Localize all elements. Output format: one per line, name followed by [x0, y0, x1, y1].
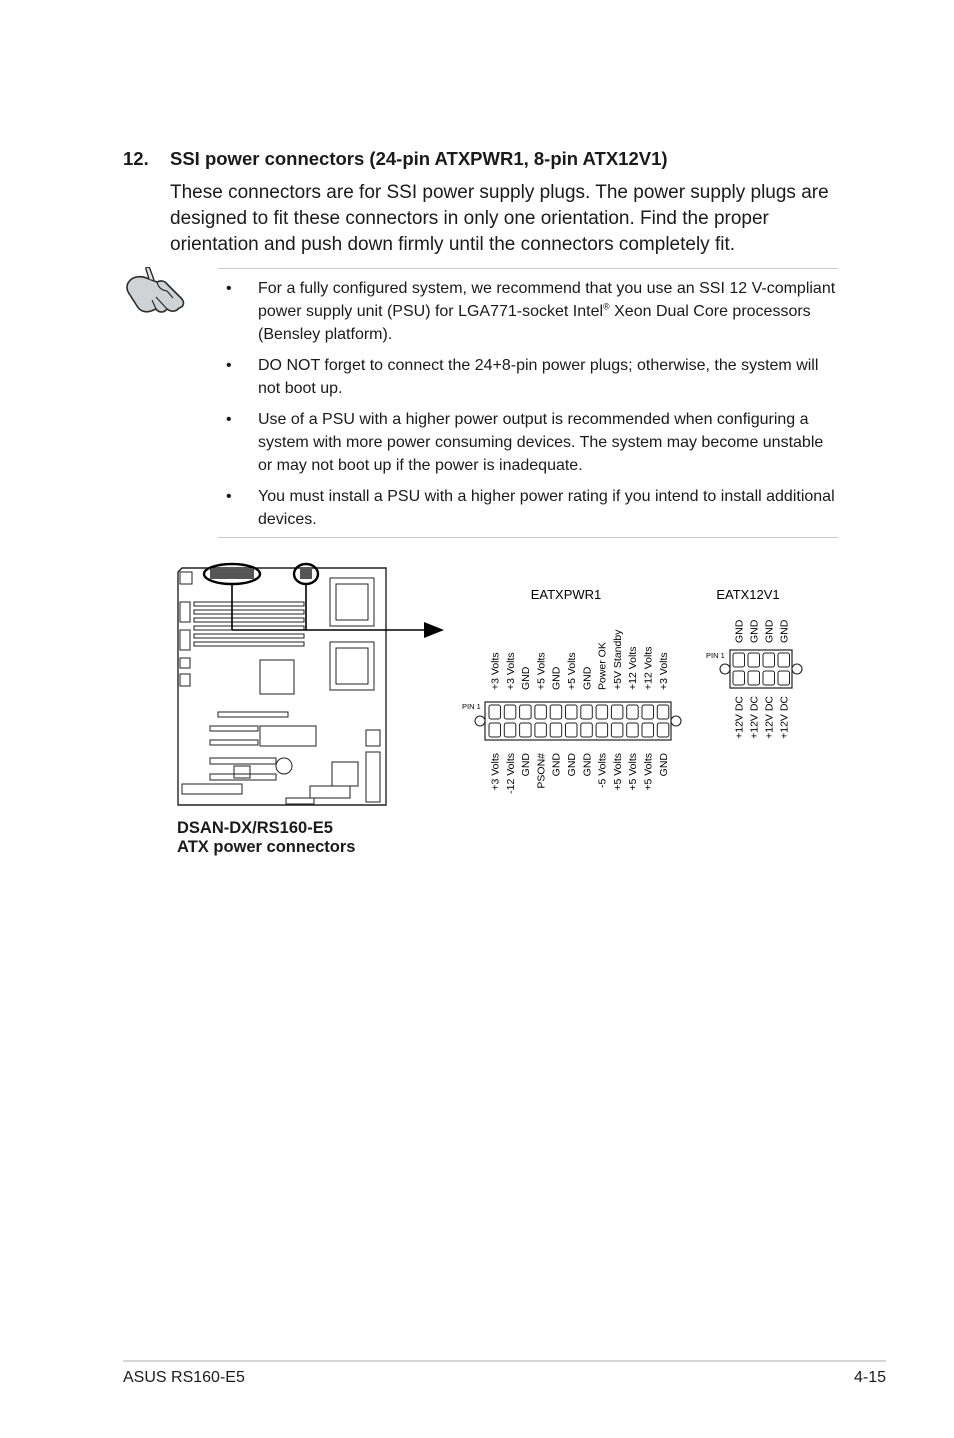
pin-label: +3 Volts — [657, 652, 670, 690]
note-item: • Use of a PSU with a higher power output is recommended when configuring a system with more power consuming devices. The system may become unstable or may not boot up if the power is inadequate. — [218, 408, 838, 477]
connector-pin — [611, 723, 623, 737]
pin-label: GND — [550, 666, 563, 690]
pin-label: GND — [581, 666, 594, 690]
eatx12v1-top-pin-labels — [734, 619, 791, 643]
note-item: • You must install a PSU with a higher power rating if you intend to install additional devices. — [218, 485, 838, 531]
bullet: • — [226, 488, 232, 505]
pin-label: GND — [566, 753, 578, 777]
section-number: 12. — [123, 148, 149, 169]
pin-label: +12V DC — [733, 696, 746, 739]
bullet: • — [226, 357, 232, 374]
pin-label: +12V DC — [763, 696, 776, 739]
eatxpwr1-connector — [462, 587, 681, 794]
connector-pin — [489, 705, 501, 719]
pin-label: PSON# — [535, 753, 548, 789]
diagram-caption-title: ATX power connectors — [177, 838, 356, 856]
connector-pin — [657, 705, 669, 719]
connector-pin — [748, 671, 760, 685]
pin-label: +3 Volts — [489, 652, 502, 690]
pin-label: GND — [520, 753, 533, 777]
footer-product-name: ASUS RS160-E5 — [123, 1369, 245, 1386]
connector-pin — [733, 671, 745, 685]
pin-label: +3 Volts — [489, 753, 502, 791]
pin-label: +5 Volts — [627, 753, 640, 791]
pin-label: GND — [581, 753, 594, 777]
connector-pin — [535, 705, 547, 719]
connector-pin — [489, 723, 501, 737]
connector-pin — [763, 653, 775, 667]
eatxpwr1-top-pin-labels — [490, 629, 670, 690]
bullet: • — [226, 280, 232, 297]
connector-pin — [657, 723, 669, 737]
connector-pin — [627, 723, 639, 737]
section-intro: These connectors are for SSI power supply plugs. The power supply plugs are designed to fit these connectors in only one orientation. Find the proper orientation and push down firmly until the connectors completely fit. — [170, 182, 829, 255]
connector-pin — [504, 723, 516, 737]
connector-pin — [748, 653, 760, 667]
bullet: • — [226, 411, 232, 428]
diagram-caption-model: DSAN-DX/RS160-E5 — [177, 819, 333, 837]
pin-label: +3 Volts — [504, 652, 517, 690]
pin-label: GND — [748, 619, 761, 643]
note-item: • DO NOT forget to connect the 24+8-pin power plugs; otherwise, the system will not boot up. — [218, 354, 838, 400]
connector-pin — [550, 705, 562, 719]
connector-pin — [520, 723, 532, 737]
eatxpwr1-label: EATXPWR1 — [530, 587, 602, 602]
eatx12v1-bottom-pin-labels — [734, 696, 791, 739]
connector-pin — [535, 723, 547, 737]
connector-pin — [642, 723, 654, 737]
connector-pin — [566, 705, 578, 719]
eatx12v1-label: EATX12V1 — [716, 587, 780, 602]
note-item: • For a fully configured system, we recommend that you use an SSI 12 V-compliant power supply unit (PSU) for LGA771-socket Intel® Xeon Dual Core processors (Bensley platform). — [218, 277, 838, 346]
connector-pin — [778, 653, 790, 667]
pin-label: -5 Volts — [596, 753, 609, 789]
pin-label: +5 Volts — [611, 753, 624, 791]
eatxpwr1-pin-grid — [489, 705, 669, 737]
connector-highlight — [204, 564, 444, 638]
pin-label: GND — [550, 753, 563, 777]
connector-pin — [596, 705, 608, 719]
connector-pin — [581, 705, 593, 719]
connector-pin — [627, 705, 639, 719]
connector-pin — [566, 723, 578, 737]
pin-label: +5 Volts — [535, 652, 548, 690]
pin-label: +12 Volts — [627, 646, 640, 690]
connector-pin — [611, 705, 623, 719]
pin-label: GND — [763, 619, 776, 643]
eatx12v1-pin1-label: PIN 1 — [706, 651, 725, 660]
pin-label: GND — [520, 666, 533, 690]
pin-label: GND — [733, 619, 746, 643]
pin-label: +5V Standby — [611, 629, 624, 690]
eatx12v1-connector — [706, 587, 802, 739]
pin-label: +12 Volts — [642, 646, 655, 690]
footer-page-number: 4-15 — [853, 1369, 886, 1386]
connector-pin — [550, 723, 562, 737]
pin-label: Power OK — [596, 642, 609, 690]
pin-label: +12V DC — [778, 696, 791, 739]
connector-pin — [504, 705, 516, 719]
connector-pin — [763, 671, 775, 685]
pin-label: +5 Volts — [566, 652, 578, 690]
pointing-hand-icon — [124, 267, 188, 319]
connector-pin — [596, 723, 608, 737]
connector-pin — [581, 723, 593, 737]
section-title: SSI power connectors (24-pin ATXPWR1, 8-pin ATX12V1) — [170, 148, 668, 169]
connector-pin — [733, 653, 745, 667]
connector-pin — [520, 705, 532, 719]
pin-label: +12V DC — [748, 696, 761, 739]
note-box — [218, 268, 838, 538]
pin-label: +5 Volts — [642, 753, 655, 791]
eatxpwr1-pin1-label: PIN 1 — [462, 702, 481, 711]
footer-rule — [123, 1360, 886, 1362]
motherboard-layout — [178, 568, 386, 805]
pin-label: GND — [657, 753, 670, 777]
note-list — [218, 277, 838, 539]
pin-label: -12 Volts — [504, 753, 517, 794]
eatx12v1-pin-grid — [733, 653, 790, 685]
connector-pin — [778, 671, 790, 685]
connector-pin — [642, 705, 654, 719]
eatxpwr1-bottom-pin-labels — [490, 753, 670, 794]
pin-label: GND — [778, 619, 791, 643]
